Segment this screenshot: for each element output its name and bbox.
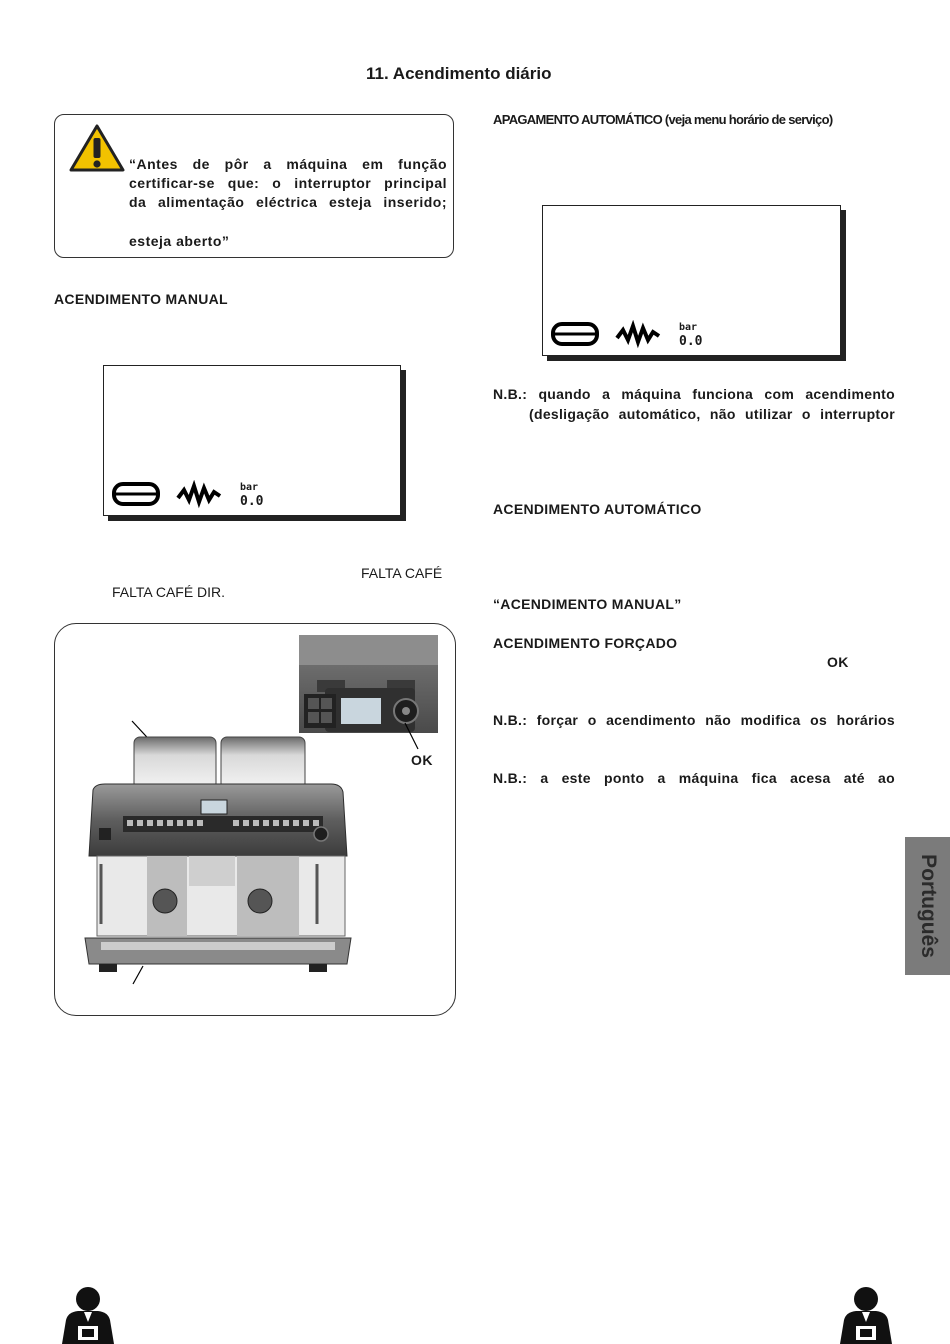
manual-quote: “ACENDIMENTO MANUAL” [493, 596, 682, 612]
forced-ok: OK [827, 654, 849, 670]
ok-button-label: OK [411, 752, 433, 768]
lcd-display-left [103, 365, 401, 516]
pressure-unit: bar [679, 322, 698, 333]
nb-auto-line2: (desligação automático, não utilizar o interruptor [529, 406, 895, 422]
pressure-unit: bar [240, 482, 259, 493]
wave-icon [178, 486, 220, 502]
nb-auto-line1: N.B.: quando a máquina funciona com acendimento [493, 386, 895, 402]
nb-forced: N.B.: forçar o acendimento não modifica os horários [493, 712, 895, 728]
warning-line: “Antes de pôr a máquina em função [129, 156, 447, 172]
language-tab [905, 837, 950, 975]
falta-cafe: FALTA CAFÉ [361, 565, 443, 581]
warning-icon [69, 123, 125, 173]
espresso-machine-illustration [55, 624, 455, 1015]
auto-off-heading: APAGAMENTO AUTOMÁTICO (veja menu horário de serviço) [493, 112, 833, 127]
warning-box [54, 114, 454, 258]
lcd-display-right [542, 205, 841, 356]
falta-cafe-dir: FALTA CAFÉ DIR. [112, 584, 226, 600]
warning-line: certificar-se que: o interruptor principal [129, 175, 447, 191]
mascot-logo-left [58, 1286, 118, 1344]
warning-line: da alimentação eléctrica esteja inserido; [129, 194, 447, 210]
machine-photo-frame [54, 623, 456, 1016]
warning-last-line: esteja aberto” [129, 233, 230, 249]
warning-text [129, 155, 447, 212]
language-tab-label: Português [916, 854, 940, 958]
forced-heading: ACENDIMENTO FORÇADO [493, 635, 678, 651]
manual-heading: ACENDIMENTO MANUAL [54, 291, 228, 307]
page-title: 11. Acendimento diário [366, 64, 552, 83]
auto-on-heading: ACENDIMENTO AUTOMÁTICO [493, 501, 702, 517]
nb-until: N.B.: a este ponto a máquina fica acesa até ao [493, 770, 895, 786]
wave-icon [617, 326, 659, 342]
pressure-value: 0.0 [679, 334, 703, 349]
mascot-logo-right [836, 1286, 896, 1344]
pressure-value: 0.0 [240, 494, 264, 509]
